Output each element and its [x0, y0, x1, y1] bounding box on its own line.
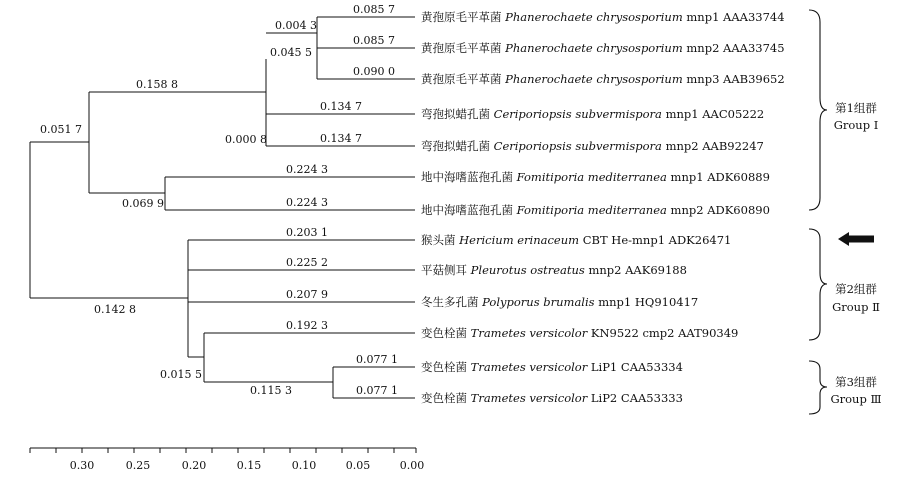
branch-length-label: 0.045 5 [270, 46, 312, 59]
branch-length-label: 0.224 3 [286, 163, 328, 176]
branch-length-labels [40, 3, 398, 397]
axis-tick-label: 0.10 [291, 459, 317, 472]
group-brackets [809, 10, 827, 414]
branch-length-label: 0.142 8 [94, 303, 136, 316]
leaf-label: 弯孢拟蜡孔菌 Ceriporiopsis subvermispora mnp1 AAC05222 [421, 107, 765, 121]
branch-length-label: 0.077 1 [356, 353, 398, 366]
leaf-label: 平菇侧耳 Pleurotus ostreatus mnp2 AAK69188 [421, 263, 687, 277]
group-2-bracket [809, 229, 827, 340]
leaf-label: 猴头菌 Hericium erinaceum CBT He-mnp1 ADK26471 [421, 233, 732, 247]
group-labels [830, 101, 881, 406]
branch-length-label: 0.207 9 [286, 288, 328, 301]
group-1-label-en: Group Ⅰ [833, 118, 879, 132]
group-1-bracket [809, 10, 827, 210]
leaf-label: 弯孢拟蜡孔菌 Ceriporiopsis subvermispora mnp2 AAB92247 [421, 139, 764, 153]
axis-tick-label: 0.15 [236, 459, 262, 472]
axis-tick-label: 0.30 [69, 459, 95, 472]
axis-tick-label: 0.05 [345, 459, 371, 472]
scale-axis [30, 448, 424, 472]
branch-length-label: 0.077 1 [356, 384, 398, 397]
leaf-label: 变色栓菌 Trametes versicolor LiP1 CAA53334 [421, 360, 683, 374]
group-1-label-cn: 第1组群 [835, 101, 877, 115]
branch-length-label: 0.158 8 [136, 78, 178, 91]
branch-length-label: 0.000 8 [225, 133, 267, 146]
group-3-label-cn: 第3组群 [835, 375, 877, 389]
leaf-label: 黄孢原毛平革菌 Phanerochaete chrysosporium mnp3 AAB39652 [421, 72, 785, 86]
axis-tick-label: 0.25 [125, 459, 151, 472]
branch-length-label: 0.134 7 [320, 132, 362, 145]
leaf-label: 冬生多孔菌 Polyporus brumalis mnp1 HQ910417 [421, 295, 699, 309]
group-3-label-en: Group Ⅲ [830, 392, 882, 406]
branch-length-label: 0.051 7 [40, 123, 82, 136]
branch-length-label: 0.015 5 [160, 368, 202, 381]
group-3-bracket [809, 361, 827, 414]
group-2-label-en: Group Ⅱ [832, 300, 880, 314]
branch-length-label: 0.069 9 [122, 197, 164, 210]
branch-length-label: 0.115 3 [250, 384, 292, 397]
left-arrow-icon [838, 232, 874, 246]
branch-length-label: 0.224 3 [286, 196, 328, 209]
leaf-label: 黄孢原毛平革菌 Phanerochaete chrysosporium mnp1 AAA33744 [421, 10, 785, 24]
leaf-label: 变色栓菌 Trametes versicolor LiP2 CAA53333 [421, 391, 683, 405]
leaf-label: 变色栓菌 Trametes versicolor KN9522 cmp2 AAT90349 [421, 326, 739, 340]
axis-tick-label: 0.00 [399, 459, 425, 472]
branch-length-label: 0.192 3 [286, 319, 328, 332]
branch-length-label: 0.090 0 [353, 65, 395, 78]
leaf-labels [421, 10, 785, 405]
axis-tick-label: 0.20 [181, 459, 207, 472]
branch-length-label: 0.134 7 [320, 100, 362, 113]
leaf-label: 地中海嗜蓝孢孔菌 Fomitiporia mediterranea mnp1 ADK60889 [421, 170, 770, 184]
branch-length-label: 0.203 1 [286, 226, 328, 239]
branch-length-label: 0.004 3 [275, 19, 317, 32]
branch-length-label: 0.085 7 [353, 34, 395, 47]
branch-length-label: 0.085 7 [353, 3, 395, 16]
leaf-label: 地中海嗜蓝孢孔菌 Fomitiporia mediterranea mnp2 ADK60890 [421, 203, 770, 217]
branch-length-label: 0.225 2 [286, 256, 328, 269]
leaf-label: 黄孢原毛平革菌 Phanerochaete chrysosporium mnp2 AAA33745 [421, 41, 785, 55]
group-2-label-cn: 第2组群 [835, 282, 877, 296]
